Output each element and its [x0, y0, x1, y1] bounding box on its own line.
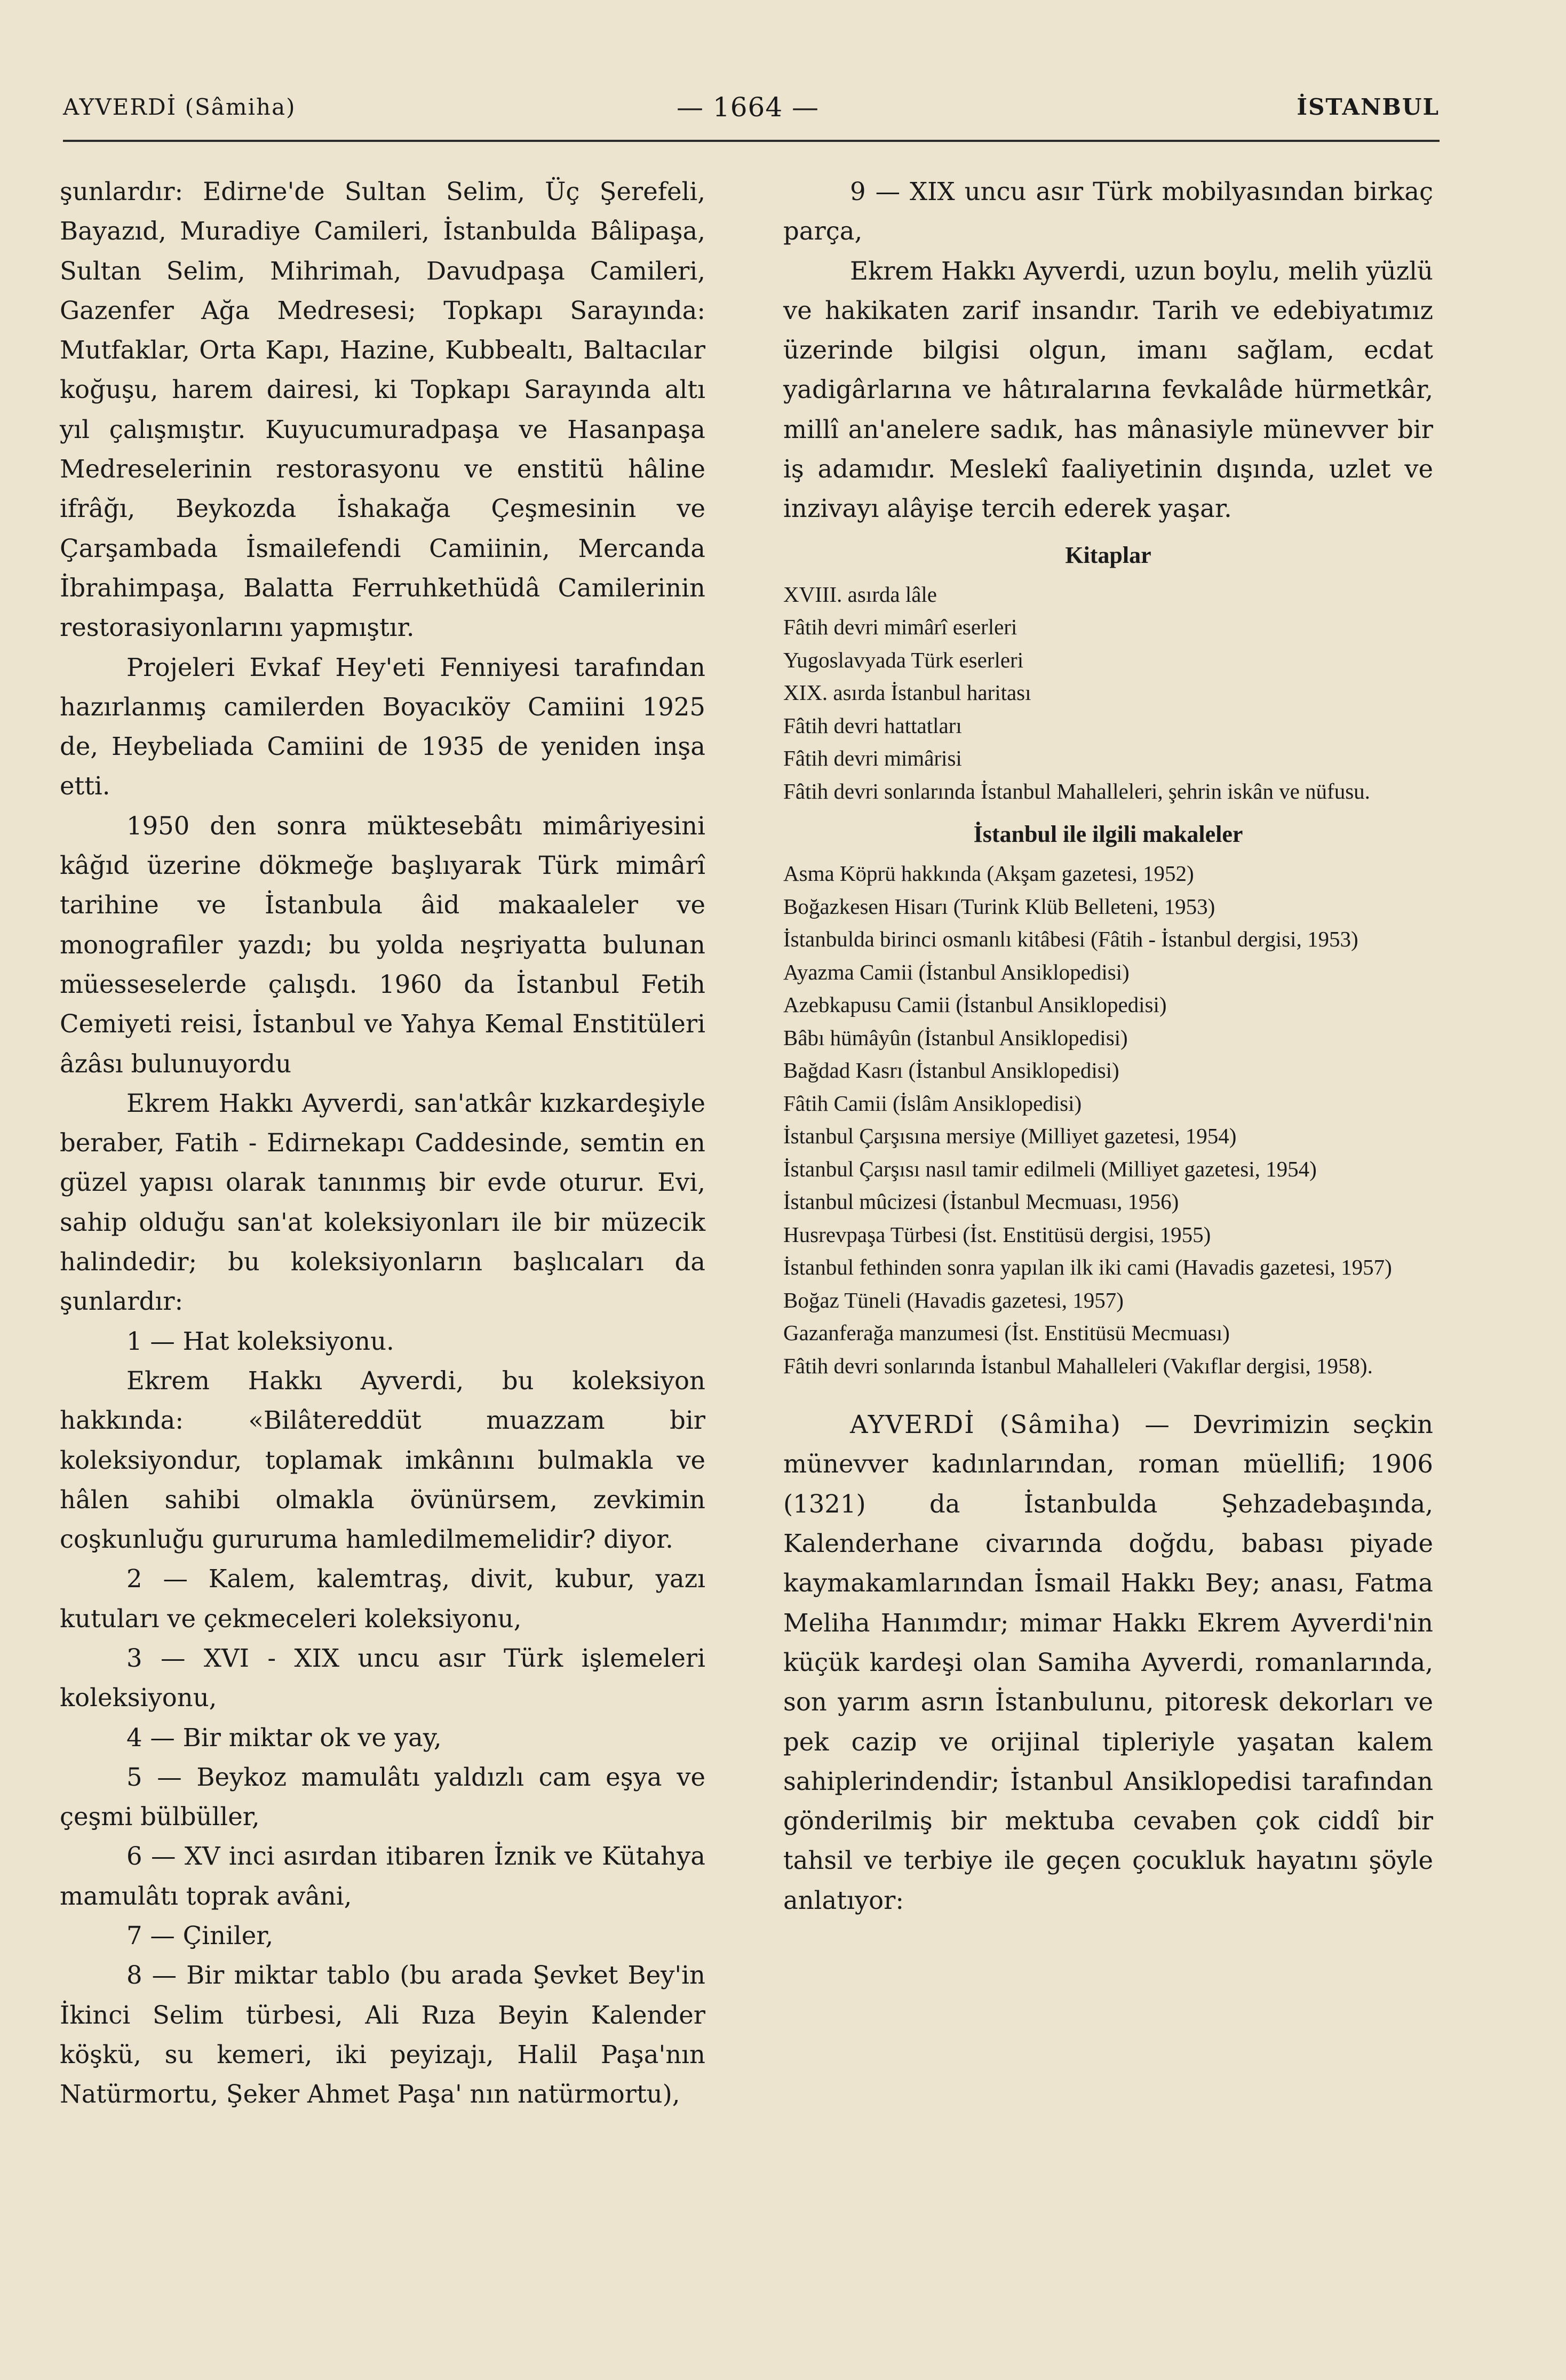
- paragraph: Ekrem Hakkı Ayverdi, san'atkâr kızkardeşiyle beraber, Fatih - Edirnekapı Caddesinde, semtin en güzel yapısı olarak tanınmış bir evde oturur. Evi, sahip olduğu san'at koleksiyonları ile bir müzecik halindedir; bu koleksiyonların başlıcaları da şunlardır:: [60, 1088, 705, 1316]
- collection-item: 5 — Beykoz mamulâtı yaldızlı cam eşya ve çeşmi bülbüller,: [60, 1762, 705, 1832]
- list-item: Fâtih devri mimârî eserleri: [783, 615, 1017, 640]
- entry-title: AYVERDİ (Sâmiha): [850, 1410, 1122, 1439]
- paragraph: Projeleri Evkaf Hey'eti Fenniyesi tarafından hazırlanmış camilerden Boyacıköy Camiini 1925 de, Heybeliada Camiini de 1935 de yeniden inşa etti.: [60, 652, 705, 801]
- left-column: [60, 172, 705, 2114]
- list-item: Bâbı hümâyûn (İstanbul Ansiklopedisi): [783, 1025, 1128, 1050]
- collection-item: 7 — Çiniler,: [126, 1921, 274, 1951]
- list-item: Boğaz Tüneli (Havadis gazetesi, 1957): [783, 1287, 1124, 1312]
- paragraph: Ekrem Hakkı Ayverdi, uzun boylu, melih yüzlü ve hakikaten zarif insandır. Tarih ve edebiyatımız üzerinde bilgisi olgun, imanı sağlam, ecdat yadigârlarına ve hâtıralarına fevkalâde hürmetkâr, millî an'anelere sadık, has mânasiyle münevver bir iş adamıdır. Meslekî faaliyetinin dışında, uzlet ve inzivayı alâyişe tercih ederek yaşar.: [783, 256, 1433, 523]
- collection-item: 6 — XV inci asırdan itibaren İznik ve Kütahya mamulâtı toprak avâni,: [60, 1842, 705, 1911]
- list-item: Asma Köprü hakkında (Akşam gazetesi, 1952): [783, 861, 1194, 886]
- header-entry-name: AYVERDİ (Sâmiha): [63, 94, 296, 120]
- list-item: XVIII. asırda lâle: [783, 582, 937, 607]
- list-item: Fâtih devri sonlarında İstanbul Mahalleleri (Vakıflar dergisi, 1958).: [783, 1353, 1373, 1378]
- list-item: Fâtih devri hattatları: [783, 713, 962, 738]
- list-item: Boğazkesen Hisarı (Turink Klüb Belleteni, 1953): [783, 894, 1215, 919]
- list-item: Fâtih devri sonlarında İstanbul Mahalleleri, şehrin iskân ve nüfusu.: [783, 778, 1370, 803]
- collection-item: 3 — XVI - XIX uncu asır Türk işlemeleri koleksiyonu,: [60, 1643, 705, 1713]
- page-number: — 1664 —: [677, 92, 820, 123]
- list-item: İstanbul fethinden sonra yapılan ilk iki cami (Havadis gazetesi, 1957): [783, 1255, 1392, 1280]
- list-item: Fâtih Camii (İslâm Ansiklopedisi): [783, 1090, 1082, 1116]
- right-column: [783, 172, 1433, 1920]
- running-header: [63, 80, 1440, 128]
- collection-item: 2 — Kalem, kalemtraş, divit, kubur, yazı kutuları ve çekmeceleri koleksiyonu,: [60, 1564, 705, 1633]
- paragraph: şunlardır: Edirne'de Sultan Selim, Üç Şerefeli, Bayazıd, Muradiye Camileri, İstanbulda Bâlipaşa, Sultan Selim, Mihrimah, Davudpaşa Camileri, Gazenfer Ağa Medresesi; Topkapı Sarayında: Mutfaklar, Orta Kapı, Hazine, Kubbealtı, Baltacılar koğuşu, harem dairesi, ki Topkapı Sarayında altı yıl çalışmıştır. Kuyucumuradpaşa ve Hasanpaşa Medreselerinin restorasyonu ve enstitü hâline ifrâğı, Beykozda İshakağa Çeşmesinin ve Çarşambada İsmailefendi Camiinin, Mercanda İbrahimpaşa, Balatta Ferruhkethüdâ Camilerinin restorasiyonlarını yapmıştır.: [60, 177, 705, 642]
- list-item: Azebkapusu Camii (İstanbul Ansiklopedisi): [783, 992, 1167, 1017]
- paragraph: 1950 den sonra müktesebâtı mimâriyesini kâğıd üzerine dökmeğe başlıyarak Türk mimârî tarihine ve İstanbula âid makaaleler ve monografiler yazdı; bu yolda neşriyatta bulunan müesseselerde çalışdı. 1960 da İstanbul Fetih Cemiyeti reisi, İstanbul ve Yahya Kemal Enstitüleri âzâsı bulunuyordu: [60, 811, 705, 1078]
- list-item: Fâtih devri mimârisi: [783, 746, 962, 771]
- list-item: İstanbul Çarşısı nasıl tamir edilmeli (Milliyet gazetesi, 1954): [783, 1156, 1317, 1181]
- articles-list: [783, 857, 1433, 1382]
- list-item: Ayazma Camii (İstanbul Ansiklopedisi): [783, 959, 1130, 984]
- books-heading: Kitaplar: [1065, 542, 1151, 568]
- list-item: Bağdad Kasrı (İstanbul Ansiklopedisi): [783, 1058, 1119, 1083]
- list-item: İstanbulda birinci osmanlı kitâbesi (Fâtih - İstanbul dergisi, 1953): [783, 927, 1358, 952]
- list-item: Gazanferağa manzumesi (İst. Enstitüsü Mecmuası): [783, 1320, 1230, 1346]
- collection-item: 9 — XIX uncu asır Türk mobilyasından birkaç parça,: [783, 177, 1433, 246]
- list-item: İstanbul mûcizesi (İstanbul Mecmuası, 1956): [783, 1189, 1179, 1214]
- articles-heading: İstanbul ile ilgili makaleler: [973, 821, 1243, 848]
- list-item: XIX. asırda İstanbul haritası: [783, 680, 1031, 705]
- list-item: Husrevpaşa Türbesi (İst. Enstitüsü dergisi, 1955): [783, 1222, 1211, 1247]
- collection-item: 1 — Hat koleksiyonu.: [126, 1326, 394, 1356]
- header-section: İSTANBUL: [1297, 94, 1440, 120]
- collection-item: 4 — Bir miktar ok ve yay,: [126, 1723, 442, 1752]
- collection-item: 8 — Bir miktar tablo (bu arada Şevket Bey'in İkinci Selim türbesi, Ali Rıza Beyin Kalender köşkü, su kemeri, iki peyizajı, Halil Paşa'nın Natürmortu, Şeker Ahmet Paşa' nın natürmortu),: [60, 1961, 705, 2109]
- list-item: Yugoslavyada Türk eserleri: [783, 647, 1024, 672]
- entry-ayverdi-samiha: [783, 1405, 1433, 1920]
- list-item: İstanbul Çarşısına mersiye (Milliyet gazetesi, 1954): [783, 1124, 1237, 1149]
- header-rule: [63, 140, 1440, 142]
- entry-text: — Devrimizin seçkin münevver kadınlarından, roman müellifi; 1906 (1321) da İstanbulda Şehzadebaşında, Kalenderhane civarında doğdu, babası piyade kaymakamlarından İsmail Hakkı Bey; anası, Fatma Meliha Hanımdır; mimar Hakkı Ekrem Ayverdi'nin küçük kardeşi olan Samiha Ayverdi, romanlarında, son yarım asrın İstanbulunu, pitoresk dekorları ve pek cazip ve orijinal tipleriyle yaşatan kalem sahiplerindendir; İstanbul Ansiklopedisi tarafından gönderilmiş bir mektuba cevaben çok ciddî bir tahsil ve terbiye ile geçen çocukluk hayatını şöyle anlatıyor:: [783, 1410, 1434, 1915]
- paragraph: Ekrem Hakkı Ayverdi, bu koleksiyon hakkında: «Bilâtereddüt muazzam bir koleksiyondur, toplamak imkânını bulmakla ve hâlen sahibi olmakla övünürsem, zevkimin coşkunluğu gururuma hamledilmemelidir? diyor.: [60, 1366, 705, 1554]
- books-list: [783, 578, 1433, 808]
